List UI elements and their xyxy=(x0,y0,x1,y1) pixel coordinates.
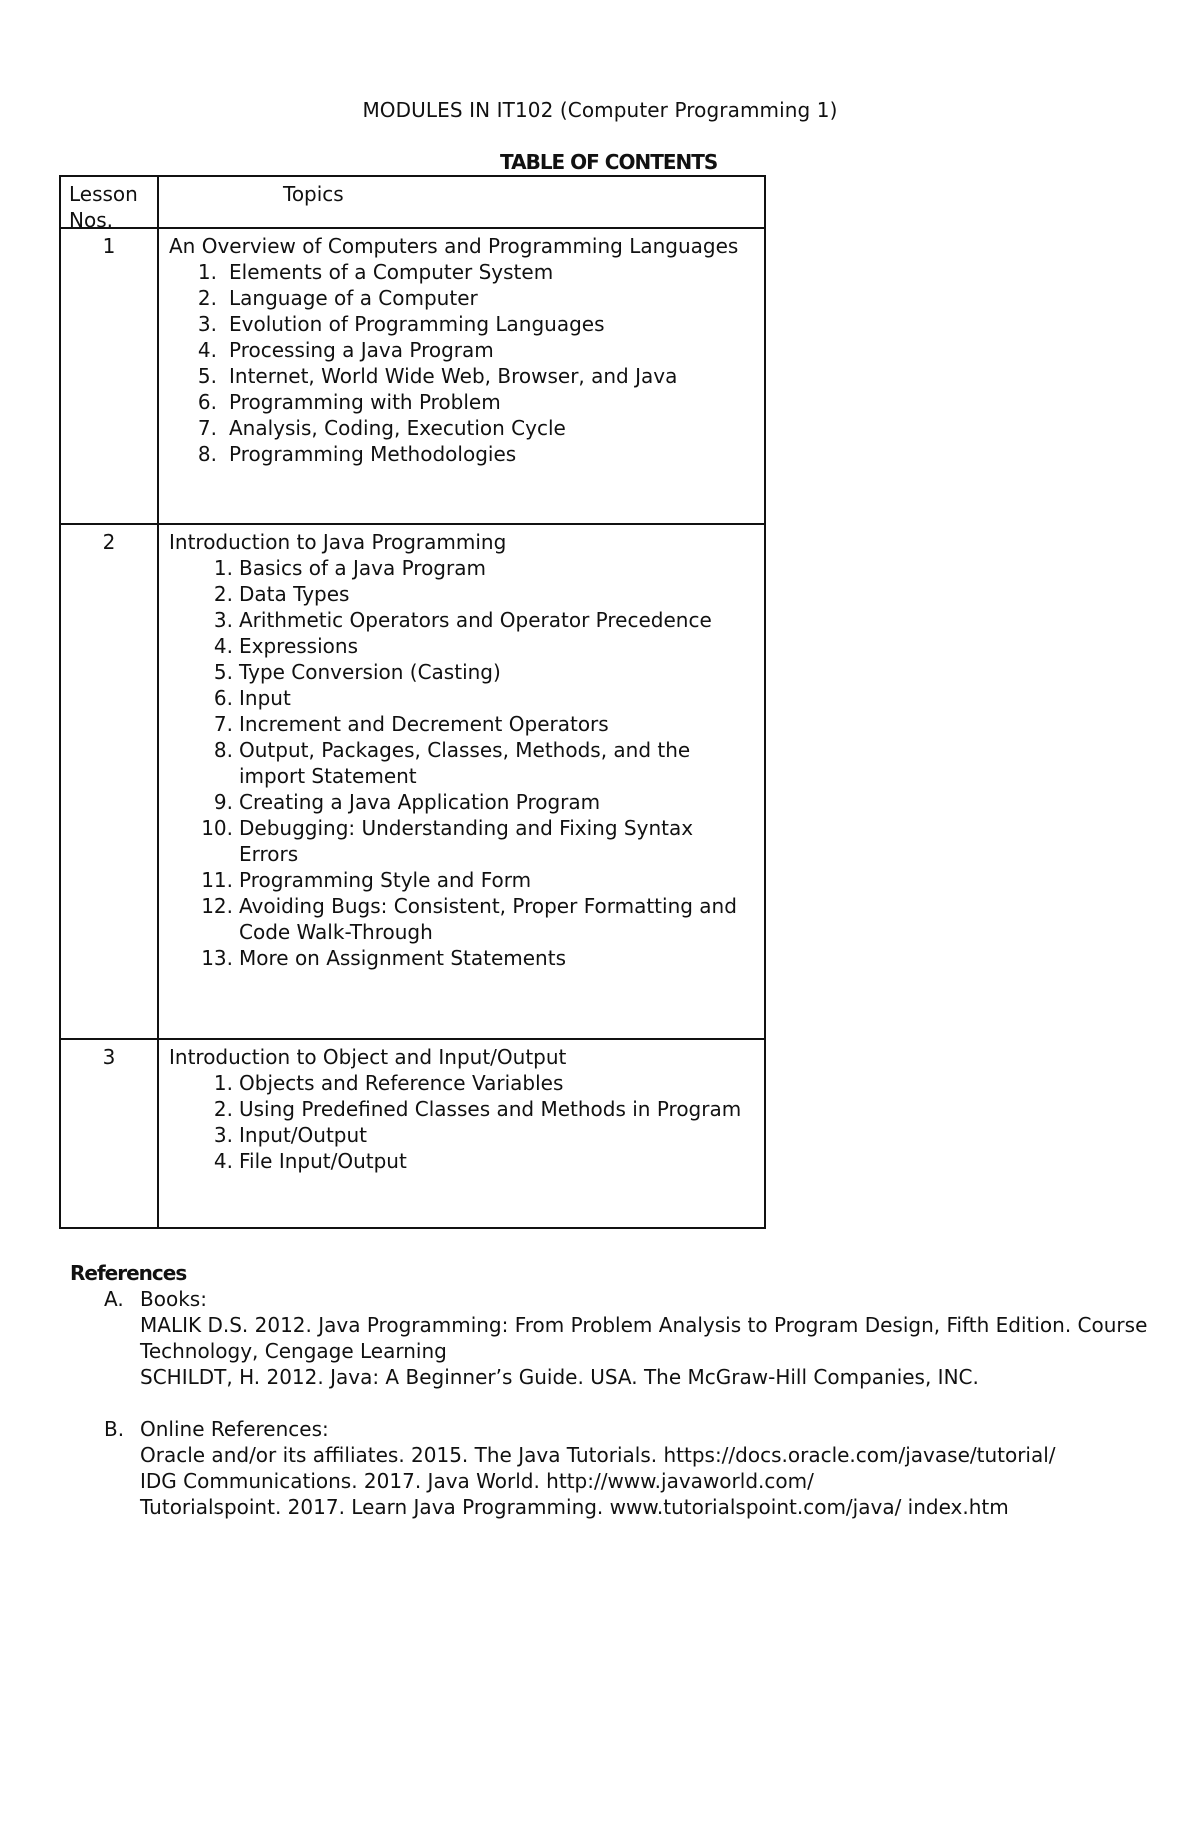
lesson-row-2 xyxy=(60,524,765,1039)
topic-text: Debugging: Understanding and Fixing Syntax Errors xyxy=(239,816,694,866)
topic-item xyxy=(169,633,756,659)
reference-group-label: Books: xyxy=(140,1287,207,1311)
document-title: MODULES IN IT102 (Computer Programming 1) xyxy=(362,98,838,122)
reference-group-online xyxy=(70,1416,1170,1520)
lesson-number-cell xyxy=(60,524,158,1039)
header-lesson-label: Lesson Nos. xyxy=(69,182,138,232)
topic-text: Programming with Problem xyxy=(229,390,501,414)
topic-item xyxy=(169,1096,756,1122)
topic-number: 7. xyxy=(213,712,233,736)
header-topics-label: Topics xyxy=(283,182,344,206)
lesson-number-cell xyxy=(60,1039,158,1228)
topic-number: 8. xyxy=(213,738,233,762)
topic-item xyxy=(169,789,756,815)
lesson-row-1 xyxy=(60,228,765,524)
reference-group-books xyxy=(70,1286,1170,1390)
toc-table xyxy=(59,175,766,1229)
topic-item xyxy=(169,1122,756,1148)
toc-header-row xyxy=(60,176,765,228)
topic-item xyxy=(169,389,756,415)
topic-item xyxy=(169,893,756,945)
references-section xyxy=(70,1260,1170,1520)
reference-entry: MALIK D.S. 2012. Java Programming: From Problem Analysis to Program Design, Fifth Edition. Course Technology, Cengage Learning xyxy=(140,1313,1148,1363)
topic-text: More on Assignment Statements xyxy=(239,946,566,970)
topic-item xyxy=(169,581,756,607)
lesson-number-cell xyxy=(60,228,158,524)
topic-item xyxy=(169,659,756,685)
topic-number: 9. xyxy=(213,790,233,814)
topic-text: Using Predefined Classes and Methods in Program xyxy=(239,1097,742,1121)
lesson-row-3 xyxy=(60,1039,765,1228)
header-lesson-cell xyxy=(60,176,158,232)
topic-item xyxy=(169,259,756,285)
topic-number: 3. xyxy=(197,312,217,336)
topic-number: 5. xyxy=(197,364,217,388)
topic-number: 13. xyxy=(201,946,233,970)
header-topics-cell xyxy=(158,176,765,228)
topic-number: 2. xyxy=(197,286,217,310)
reference-entry: IDG Communications. 2017. Java World. http://www.javaworld.com/ xyxy=(140,1469,814,1493)
topic-text: Objects and Reference Variables xyxy=(239,1071,564,1095)
topic-text: Input xyxy=(239,686,291,710)
topic-number: 3. xyxy=(213,1123,233,1147)
topic-number: 2. xyxy=(213,1097,233,1121)
lesson-number: 1 xyxy=(102,234,116,258)
topic-text: Programming Methodologies xyxy=(229,442,517,466)
topic-item xyxy=(169,815,756,867)
reference-group-label: Online References: xyxy=(140,1417,329,1441)
lesson-topics-cell xyxy=(158,228,765,524)
lesson-title: An Overview of Computers and Programming Languages xyxy=(169,234,739,258)
topic-text: Language of a Computer xyxy=(229,286,478,310)
topic-text: Analysis, Coding, Execution Cycle xyxy=(229,416,566,440)
topic-number: 5. xyxy=(213,660,233,684)
topic-text: Output, Packages, Classes, Methods, and the import Statement xyxy=(239,738,691,788)
topic-item xyxy=(169,1148,756,1174)
topic-text: Evolution of Programming Languages xyxy=(229,312,605,336)
topic-item xyxy=(169,337,756,363)
topic-text: Processing a Java Program xyxy=(229,338,494,362)
topic-text: Internet, World Wide Web, Browser, and Java xyxy=(229,364,678,388)
topic-number: 8. xyxy=(197,442,217,466)
topic-number: 1. xyxy=(197,260,217,284)
topic-item xyxy=(169,737,756,789)
topic-number: 1. xyxy=(213,1071,233,1095)
lesson-topics-cell xyxy=(158,524,765,1039)
topic-number: 7. xyxy=(197,416,217,440)
lesson-title: Introduction to Object and Input/Output xyxy=(169,1045,567,1069)
lesson-number: 3 xyxy=(102,1045,116,1069)
topic-item xyxy=(169,945,756,971)
topic-item xyxy=(169,363,756,389)
topic-text: Programming Style and Form xyxy=(239,868,532,892)
lesson-title: Introduction to Java Programming xyxy=(169,530,507,554)
topic-text: Elements of a Computer System xyxy=(229,260,554,284)
topic-text: Creating a Java Application Program xyxy=(239,790,601,814)
topic-number: 12. xyxy=(201,894,233,918)
topic-text: File Input/Output xyxy=(239,1149,407,1173)
topic-text: Increment and Decrement Operators xyxy=(239,712,609,736)
topic-number: 2. xyxy=(213,582,233,606)
topic-item xyxy=(169,285,756,311)
topic-item xyxy=(169,441,756,467)
toc-heading: TABLE OF CONTENTS xyxy=(500,150,718,174)
topic-list xyxy=(169,555,756,971)
topic-list xyxy=(169,1070,756,1174)
topic-text: Arithmetic Operators and Operator Precedence xyxy=(239,608,712,632)
topic-text: Data Types xyxy=(239,582,350,606)
topic-number: 11. xyxy=(201,868,233,892)
topic-number: 4. xyxy=(213,1149,233,1173)
topic-text: Expressions xyxy=(239,634,358,658)
references-heading: References xyxy=(70,1261,187,1285)
reference-group-letter: B. xyxy=(104,1417,125,1441)
reference-entry: Tutorialspoint. 2017. Learn Java Programming. www.tutorialspoint.com/java/ index.htm xyxy=(140,1495,1009,1519)
reference-entry: SCHILDT, H. 2012. Java: A Beginner’s Guide. USA. The McGraw-Hill Companies, INC. xyxy=(140,1365,979,1389)
topic-text: Basics of a Java Program xyxy=(239,556,486,580)
topic-item xyxy=(169,555,756,581)
topic-item xyxy=(169,685,756,711)
topic-number: 4. xyxy=(213,634,233,658)
topic-text: Type Conversion (Casting) xyxy=(239,660,501,684)
topic-text: Avoiding Bugs: Consistent, Proper Formatting and Code Walk-Through xyxy=(239,894,737,944)
topic-number: 3. xyxy=(213,608,233,632)
topic-number: 6. xyxy=(197,390,217,414)
topic-item xyxy=(169,311,756,337)
topic-item xyxy=(169,1070,756,1096)
topic-list xyxy=(169,259,756,467)
topic-item xyxy=(169,415,756,441)
topic-item xyxy=(169,607,756,633)
lesson-number: 2 xyxy=(102,530,116,554)
reference-group-letter: A. xyxy=(104,1287,124,1311)
topic-number: 4. xyxy=(197,338,217,362)
topic-item xyxy=(169,867,756,893)
topic-item xyxy=(169,711,756,737)
lesson-topics-cell xyxy=(158,1039,765,1228)
reference-entry: Oracle and/or its affiliates. 2015. The Java Tutorials. https://docs.oracle.com/javase/tutorial/ xyxy=(140,1443,1056,1467)
topic-number: 1. xyxy=(213,556,233,580)
topic-text: Input/Output xyxy=(239,1123,367,1147)
topic-number: 10. xyxy=(201,816,233,840)
topic-number: 6. xyxy=(213,686,233,710)
